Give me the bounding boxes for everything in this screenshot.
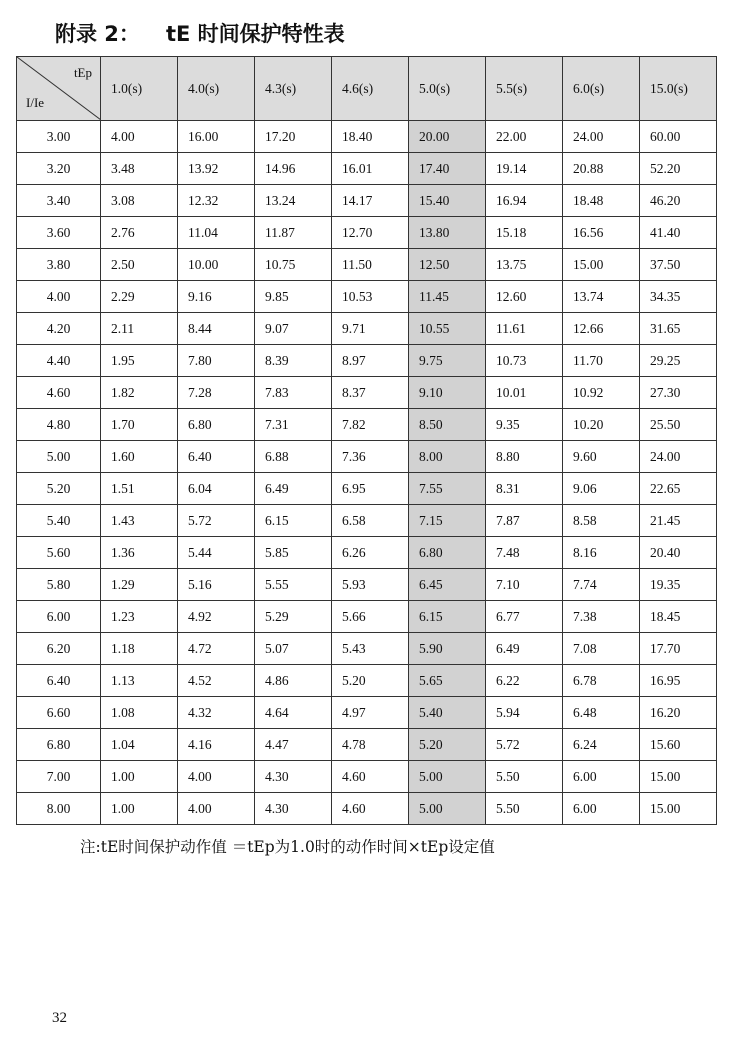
- table-cell: 1.51: [101, 473, 178, 505]
- table-cell: 1.43: [101, 505, 178, 537]
- table-cell: 8.50: [409, 409, 486, 441]
- table-cell: 1.29: [101, 569, 178, 601]
- table-cell: 4.60: [332, 793, 409, 825]
- table-row: [17, 761, 717, 793]
- table-cell: 1.18: [101, 633, 178, 665]
- table-cell: 2.29: [101, 281, 178, 313]
- table-cell: 5.44: [178, 537, 255, 569]
- table-cell: 18.48: [563, 185, 640, 217]
- table-cell: 4.00: [178, 761, 255, 793]
- row-header-cell: 4.40: [17, 345, 101, 377]
- table-cell: 5.94: [486, 697, 563, 729]
- table-cell: 10.20: [563, 409, 640, 441]
- table-cell: 11.61: [486, 313, 563, 345]
- table-cell: 2.11: [101, 313, 178, 345]
- table-cell: 7.31: [255, 409, 332, 441]
- column-header: 1.0(s): [101, 57, 178, 121]
- table-cell: 22.00: [486, 121, 563, 153]
- table-cell: 14.96: [255, 153, 332, 185]
- table-cell: 12.50: [409, 249, 486, 281]
- table-cell: 7.38: [563, 601, 640, 633]
- table-cell: 17.70: [640, 633, 717, 665]
- row-header-cell: 3.80: [17, 249, 101, 281]
- table-cell: 16.01: [332, 153, 409, 185]
- table-cell: 17.20: [255, 121, 332, 153]
- table-cell: 4.16: [178, 729, 255, 761]
- table-cell: 6.77: [486, 601, 563, 633]
- table-cell: 8.31: [486, 473, 563, 505]
- row-header-cell: 5.40: [17, 505, 101, 537]
- table-cell: 13.75: [486, 249, 563, 281]
- table-row: [17, 793, 717, 825]
- row-header-cell: 6.40: [17, 665, 101, 697]
- table-cell: 37.50: [640, 249, 717, 281]
- table-cell: 9.75: [409, 345, 486, 377]
- title-prefix: 附录 2：: [55, 22, 140, 46]
- column-header: 4.3(s): [255, 57, 332, 121]
- row-header-cell: 4.20: [17, 313, 101, 345]
- table-row: [17, 633, 717, 665]
- table-cell: 16.00: [178, 121, 255, 153]
- table-row: [17, 505, 717, 537]
- table-cell: 6.00: [563, 793, 640, 825]
- table-cell: 2.50: [101, 249, 178, 281]
- table-cell: 1.70: [101, 409, 178, 441]
- characteristic-table: [16, 56, 717, 825]
- table-cell: 14.17: [332, 185, 409, 217]
- table-cell: 17.40: [409, 153, 486, 185]
- table-cell: 1.00: [101, 761, 178, 793]
- row-header-cell: 5.80: [17, 569, 101, 601]
- table-row: [17, 409, 717, 441]
- table-cell: 24.00: [640, 441, 717, 473]
- table-cell: 6.80: [409, 537, 486, 569]
- table-row: [17, 441, 717, 473]
- table-row: [17, 249, 717, 281]
- table-cell: 1.95: [101, 345, 178, 377]
- table-cell: 5.20: [332, 665, 409, 697]
- table-cell: 27.30: [640, 377, 717, 409]
- row-header-cell: 5.20: [17, 473, 101, 505]
- table-cell: 18.45: [640, 601, 717, 633]
- table-cell: 1.04: [101, 729, 178, 761]
- table-cell: 10.75: [255, 249, 332, 281]
- row-header-cell: 3.60: [17, 217, 101, 249]
- table-cell: 15.60: [640, 729, 717, 761]
- table-cell: 15.18: [486, 217, 563, 249]
- table-row: [17, 345, 717, 377]
- table-row: [17, 729, 717, 761]
- table-cell: 4.60: [332, 761, 409, 793]
- table-cell: 19.14: [486, 153, 563, 185]
- table-cell: 4.92: [178, 601, 255, 633]
- row-header-cell: 5.60: [17, 537, 101, 569]
- table-cell: 18.40: [332, 121, 409, 153]
- table-cell: 6.04: [178, 473, 255, 505]
- table-cell: 7.82: [332, 409, 409, 441]
- table-cell: 60.00: [640, 121, 717, 153]
- table-cell: 7.74: [563, 569, 640, 601]
- table-row: [17, 537, 717, 569]
- table-row: [17, 281, 717, 313]
- table-cell: 6.88: [255, 441, 332, 473]
- table-cell: 9.85: [255, 281, 332, 313]
- table-cell: 15.00: [640, 761, 717, 793]
- table-cell: 6.48: [563, 697, 640, 729]
- table-cell: 6.95: [332, 473, 409, 505]
- table-cell: 15.00: [640, 793, 717, 825]
- corner-label-tep: tEp: [73, 65, 92, 80]
- table-cell: 5.43: [332, 633, 409, 665]
- table-cell: 5.90: [409, 633, 486, 665]
- table-cell: 5.72: [486, 729, 563, 761]
- table-cell: 13.80: [409, 217, 486, 249]
- table-cell: 6.15: [409, 601, 486, 633]
- row-header-cell: 4.00: [17, 281, 101, 313]
- table-cell: 6.15: [255, 505, 332, 537]
- table-cell: 11.04: [178, 217, 255, 249]
- table-cell: 11.70: [563, 345, 640, 377]
- table-cell: 16.95: [640, 665, 717, 697]
- footnote: 注:tE时间保护动作值 ＝tEp为1.0时的动作时间×tEp设定值: [80, 838, 495, 856]
- table-cell: 9.35: [486, 409, 563, 441]
- column-header: 5.5(s): [486, 57, 563, 121]
- table-cell: 8.16: [563, 537, 640, 569]
- table-cell: 15.40: [409, 185, 486, 217]
- row-header-cell: 7.00: [17, 761, 101, 793]
- table-cell: 12.60: [486, 281, 563, 313]
- row-header-cell: 4.80: [17, 409, 101, 441]
- table-cell: 5.00: [409, 761, 486, 793]
- table-cell: 8.97: [332, 345, 409, 377]
- table-cell: 8.37: [332, 377, 409, 409]
- table-cell: 3.48: [101, 153, 178, 185]
- table-cell: 10.55: [409, 313, 486, 345]
- table-cell: 46.20: [640, 185, 717, 217]
- table-cell: 7.48: [486, 537, 563, 569]
- column-header: 5.0(s): [409, 57, 486, 121]
- table-cell: 5.50: [486, 761, 563, 793]
- table-cell: 7.80: [178, 345, 255, 377]
- table-cell: 8.44: [178, 313, 255, 345]
- table-cell: 52.20: [640, 153, 717, 185]
- table-cell: 8.00: [409, 441, 486, 473]
- table-cell: 5.65: [409, 665, 486, 697]
- table-row: [17, 697, 717, 729]
- table-row: [17, 377, 717, 409]
- row-header-cell: 3.20: [17, 153, 101, 185]
- table-cell: 1.36: [101, 537, 178, 569]
- table-cell: 1.08: [101, 697, 178, 729]
- table-cell: 10.73: [486, 345, 563, 377]
- table-cell: 5.93: [332, 569, 409, 601]
- table-cell: 4.32: [178, 697, 255, 729]
- table-cell: 31.65: [640, 313, 717, 345]
- table-cell: 4.78: [332, 729, 409, 761]
- table-cell: 5.85: [255, 537, 332, 569]
- title-text: tE 时间保护特性表: [165, 22, 345, 46]
- table-cell: 9.60: [563, 441, 640, 473]
- table-cell: 4.00: [101, 121, 178, 153]
- table-row: [17, 153, 717, 185]
- table-cell: 5.16: [178, 569, 255, 601]
- table-cell: 16.94: [486, 185, 563, 217]
- row-header-cell: 6.80: [17, 729, 101, 761]
- table-cell: 11.45: [409, 281, 486, 313]
- table-cell: 7.55: [409, 473, 486, 505]
- table-cell: 10.01: [486, 377, 563, 409]
- table-cell: 12.66: [563, 313, 640, 345]
- table-cell: 9.07: [255, 313, 332, 345]
- table-cell: 7.28: [178, 377, 255, 409]
- table-cell: 11.50: [332, 249, 409, 281]
- table-row: [17, 665, 717, 697]
- table-cell: 6.22: [486, 665, 563, 697]
- row-header-cell: 3.00: [17, 121, 101, 153]
- table-cell: 1.00: [101, 793, 178, 825]
- table-cell: 24.00: [563, 121, 640, 153]
- table-row: [17, 473, 717, 505]
- table-cell: 22.65: [640, 473, 717, 505]
- table-cell: 8.58: [563, 505, 640, 537]
- table-cell: 5.20: [409, 729, 486, 761]
- page-title: [55, 18, 345, 48]
- row-header-cell: 3.40: [17, 185, 101, 217]
- table-cell: 12.32: [178, 185, 255, 217]
- table-cell: 8.80: [486, 441, 563, 473]
- table-cell: 3.08: [101, 185, 178, 217]
- table-cell: 1.82: [101, 377, 178, 409]
- table-cell: 5.29: [255, 601, 332, 633]
- table-cell: 4.64: [255, 697, 332, 729]
- table-cell: 1.60: [101, 441, 178, 473]
- table-cell: 5.72: [178, 505, 255, 537]
- table-cell: 16.56: [563, 217, 640, 249]
- table-cell: 19.35: [640, 569, 717, 601]
- table-cell: 9.10: [409, 377, 486, 409]
- table-cell: 6.49: [486, 633, 563, 665]
- table-cell: 6.49: [255, 473, 332, 505]
- table-row: [17, 569, 717, 601]
- table-cell: 4.86: [255, 665, 332, 697]
- row-header-cell: 6.20: [17, 633, 101, 665]
- table-cell: 5.66: [332, 601, 409, 633]
- table-cell: 7.83: [255, 377, 332, 409]
- table-cell: 13.74: [563, 281, 640, 313]
- table-cell: 9.16: [178, 281, 255, 313]
- table-cell: 34.35: [640, 281, 717, 313]
- table-cell: 15.00: [563, 249, 640, 281]
- table-cell: 6.00: [563, 761, 640, 793]
- table-cell: 5.00: [409, 793, 486, 825]
- table-cell: 9.71: [332, 313, 409, 345]
- table-cell: 6.40: [178, 441, 255, 473]
- table-cell: 21.45: [640, 505, 717, 537]
- table-cell: 13.92: [178, 153, 255, 185]
- row-header-cell: 4.60: [17, 377, 101, 409]
- page-number: 32: [52, 1010, 67, 1026]
- table-row: [17, 217, 717, 249]
- table-cell: 6.58: [332, 505, 409, 537]
- table-cell: 10.00: [178, 249, 255, 281]
- table-cell: 1.13: [101, 665, 178, 697]
- table-cell: 5.07: [255, 633, 332, 665]
- table-cell: 4.47: [255, 729, 332, 761]
- table-cell: 20.00: [409, 121, 486, 153]
- table-cell: 4.30: [255, 793, 332, 825]
- table-cell: 12.70: [332, 217, 409, 249]
- column-header: 15.0(s): [640, 57, 717, 121]
- table-row: [17, 121, 717, 153]
- table-cell: 25.50: [640, 409, 717, 441]
- table-cell: 4.30: [255, 761, 332, 793]
- table-cell: 20.88: [563, 153, 640, 185]
- table-cell: 5.50: [486, 793, 563, 825]
- table-cell: 7.15: [409, 505, 486, 537]
- table-cell: 10.92: [563, 377, 640, 409]
- table-corner-cell: [17, 57, 101, 121]
- table-cell: 7.10: [486, 569, 563, 601]
- table-cell: 10.53: [332, 281, 409, 313]
- table-cell: 7.87: [486, 505, 563, 537]
- table-row: [17, 313, 717, 345]
- table-header-row: [17, 57, 717, 121]
- table-cell: 6.45: [409, 569, 486, 601]
- table-cell: 5.40: [409, 697, 486, 729]
- table-cell: 29.25: [640, 345, 717, 377]
- table-cell: 20.40: [640, 537, 717, 569]
- table-cell: 41.40: [640, 217, 717, 249]
- table-cell: 4.00: [178, 793, 255, 825]
- table-cell: 7.36: [332, 441, 409, 473]
- table-cell: 5.55: [255, 569, 332, 601]
- table-cell: 1.23: [101, 601, 178, 633]
- column-header: 4.0(s): [178, 57, 255, 121]
- table-cell: 13.24: [255, 185, 332, 217]
- table-cell: 7.08: [563, 633, 640, 665]
- column-header: 6.0(s): [563, 57, 640, 121]
- row-header-cell: 8.00: [17, 793, 101, 825]
- column-header: 4.6(s): [332, 57, 409, 121]
- table-cell: 6.80: [178, 409, 255, 441]
- row-header-cell: 6.60: [17, 697, 101, 729]
- table-cell: 4.97: [332, 697, 409, 729]
- table-row: [17, 185, 717, 217]
- table-row: [17, 601, 717, 633]
- table-cell: 6.24: [563, 729, 640, 761]
- table-cell: 4.52: [178, 665, 255, 697]
- table-cell: 9.06: [563, 473, 640, 505]
- table-cell: 2.76: [101, 217, 178, 249]
- table-cell: 6.78: [563, 665, 640, 697]
- table-cell: 6.26: [332, 537, 409, 569]
- table-cell: 16.20: [640, 697, 717, 729]
- row-header-cell: 6.00: [17, 601, 101, 633]
- table-cell: 4.72: [178, 633, 255, 665]
- row-header-cell: 5.00: [17, 441, 101, 473]
- corner-label-i-ie: I/Ie: [26, 95, 45, 110]
- table-cell: 11.87: [255, 217, 332, 249]
- table-cell: 8.39: [255, 345, 332, 377]
